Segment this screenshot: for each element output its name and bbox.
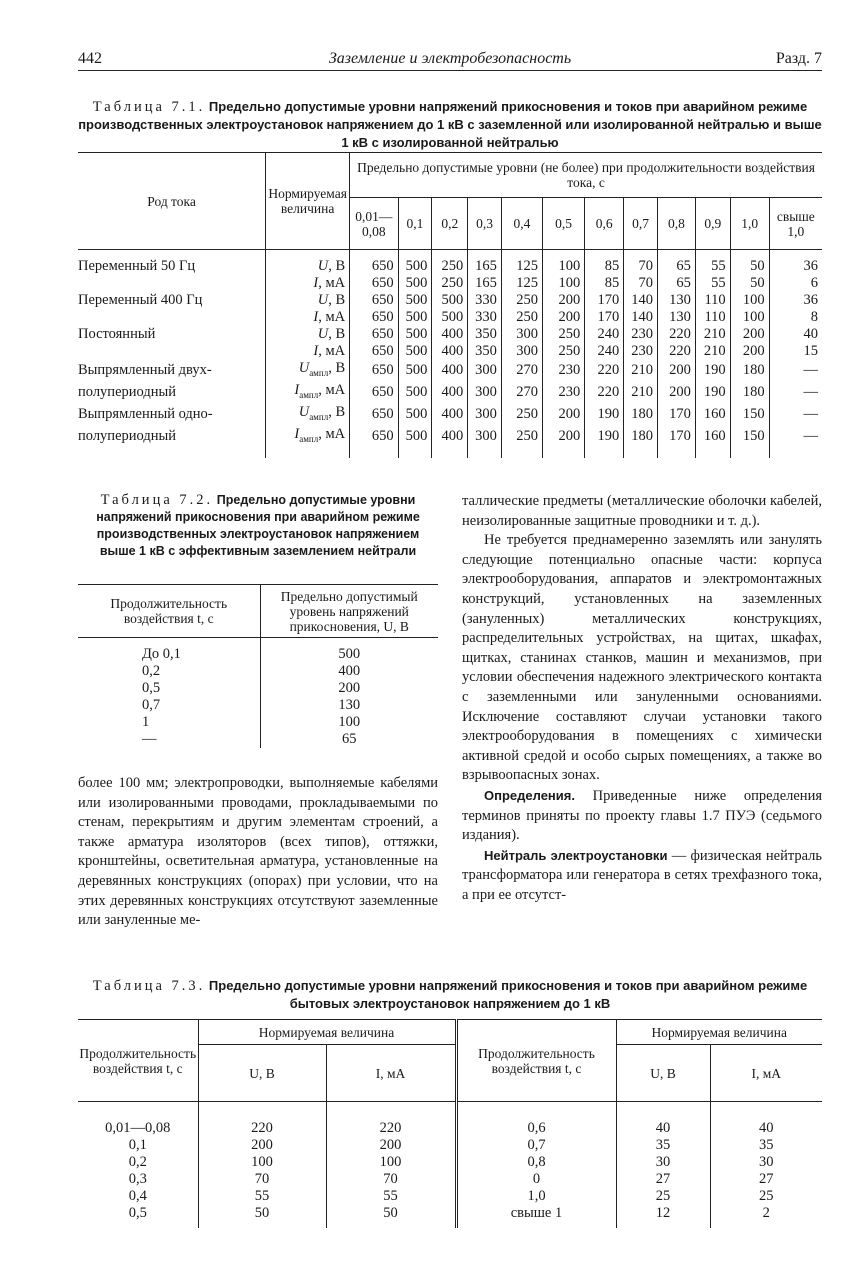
section-label: Разд. 7 <box>775 50 822 67</box>
table-7-1-title: Предельно допустимые уровни напряжений прикосновения и токов при аварийном режиме производственных электроустановок напряжением до 1 кВ с заземленной или изолированной нейтралью и выше 1 кВ с изолированной нейтралью <box>78 99 822 150</box>
table-row <box>78 663 438 680</box>
cell-current: 27 <box>710 1171 822 1188</box>
cell-current: 25 <box>710 1188 822 1205</box>
cell-value: 300 <box>468 404 502 426</box>
table-7-3-label: Таблица 7.3. <box>92 978 206 994</box>
cell-value: 300 <box>468 382 502 404</box>
cell-value: 210 <box>695 343 730 360</box>
cell-value: 270 <box>501 382 542 404</box>
cell-kind: Переменный 400 Гц <box>78 292 203 308</box>
cell-kind: Постоянный <box>78 326 156 342</box>
cell-value: 650 <box>350 326 399 343</box>
cell-value: 165 <box>468 275 502 292</box>
table-7-3-title: Предельно допустимые уровни напряжений прикосновения и токов при аварийном режиме бытовых электроустановок напряжением до 1 кВ <box>208 978 808 1011</box>
cell-duration: — <box>142 731 157 747</box>
cell-value: 500 <box>398 360 432 382</box>
duration-header: 0,8 <box>657 198 695 250</box>
cell-value: 330 <box>468 309 502 326</box>
cell-value: 650 <box>350 250 399 276</box>
cell-kind: Выпрямленный двух- <box>78 362 212 379</box>
cell-voltage: 200 <box>198 1137 326 1154</box>
table-7-2-label: Таблица 7.2. <box>100 492 214 508</box>
table-7-3-col-i: I, мА <box>326 1045 456 1102</box>
table-7-1-col-group: Предельно допустимые уровни (не более) при продолжительности воздействия тока, с <box>350 153 822 198</box>
cell-value: 270 <box>501 360 542 382</box>
cell-value: 36 <box>769 250 822 276</box>
cell-value: 350 <box>468 326 502 343</box>
cell-kind <box>78 275 266 292</box>
cell-quantity: $I_{ампл}$, мА <box>266 426 350 458</box>
cell-value: 200 <box>730 343 769 360</box>
table-7-2-title: Предельно допустимые уровни напряжений прикосновения при аварийном режиме производственных электроустановок напряжением выше 1 кВ с эффективным заземлением нейтрали <box>96 493 420 558</box>
table-7-2-body <box>78 638 438 749</box>
cell-value: 180 <box>730 360 769 382</box>
cell-duration: 0,2 <box>128 1154 147 1170</box>
duration-header: 0,7 <box>624 198 658 250</box>
duration-header: 0,3 <box>468 198 502 250</box>
cell-value: 200 <box>657 382 695 404</box>
cell-value: 250 <box>501 309 542 326</box>
cell-value: 190 <box>585 426 624 458</box>
cell-value: 140 <box>624 292 658 309</box>
duration-header: 0,01—0,08 <box>350 198 399 250</box>
cell-value: 500 <box>398 382 432 404</box>
cell-value: 500 <box>398 426 432 458</box>
cell-voltage: 30 <box>616 1154 710 1171</box>
cell-value: — <box>769 360 822 382</box>
cell-voltage: 50 <box>198 1205 326 1228</box>
cell-duration: 1,0 <box>456 1188 616 1205</box>
cell-quantity: U, В <box>266 292 350 309</box>
table-row <box>78 326 822 343</box>
cell-kind: полупериодный <box>78 428 176 445</box>
cell-value: 250 <box>501 426 542 458</box>
cell-current: 100 <box>326 1154 456 1171</box>
paragraph-text: Приведенные ниже определения терминов приняты по проекту главы 1.7 ПУЭ (седьмого издания). <box>462 787 822 844</box>
table-row <box>78 697 438 714</box>
term-neutral: Нейтраль электроустановки <box>484 847 668 863</box>
cell-value: 200 <box>543 292 585 309</box>
cell-duration: 0,8 <box>456 1154 616 1171</box>
table-row <box>78 1154 822 1171</box>
paragraph: Не требуется преднамеренно заземлять или занулять следующие потенциально опасные части: корпуса электрооборудования, аппаратов и электромонтажных конструкций, установленных на заземленных (зануленных) металлических конструкциях, распределительных устройствах, на щитах, шкафах, щитках, станинах станков, машин и механизмов, при условии обеспечения надежного электрического контакта с заземленными или зануленными основаниями. Исключение составляют случаи установки такого электрооборудования в помещениях с химически активной средой и особо сырых помещениях, а также во взрывоопасных зонах. <box>462 532 822 784</box>
table-row <box>78 731 438 748</box>
table-row <box>78 360 822 382</box>
table-row <box>78 382 822 404</box>
cell-value: 150 <box>730 404 769 426</box>
cell-current: 220 <box>326 1102 456 1138</box>
table-7-3-col-group-2: Нормируемая величина <box>616 1020 822 1045</box>
cell-quantity: $U_{ампл}$, В <box>266 404 350 426</box>
cell-voltage: 65 <box>260 731 438 748</box>
cell-voltage: 25 <box>616 1188 710 1205</box>
cell-value: 100 <box>543 250 585 276</box>
duration-header: 1,0 <box>730 198 769 250</box>
left-column-text <box>78 774 438 931</box>
table-row <box>78 309 822 326</box>
table-row <box>78 714 438 731</box>
cell-current: 40 <box>710 1102 822 1138</box>
cell-value: 500 <box>398 326 432 343</box>
table-7-3-col-u-2: U, В <box>616 1045 710 1102</box>
cell-value: 125 <box>501 250 542 276</box>
paragraph: таллические предметы (металлические оболочки кабелей, неизолированные защитные проводники и т. д.). <box>462 493 822 529</box>
cell-quantity: U, В <box>266 326 350 343</box>
table-7-3 <box>78 1019 822 1228</box>
cell-voltage: 12 <box>616 1205 710 1228</box>
cell-value: 170 <box>657 426 695 458</box>
table-7-3-col-duration-2: Продолжительность воздействия t, с <box>456 1020 616 1102</box>
table-7-3-col-i-2: I, мА <box>710 1045 822 1102</box>
page-header <box>78 44 822 71</box>
table-7-1-body <box>78 250 822 458</box>
cell-kind: Выпрямленный одно- <box>78 406 213 423</box>
cell-value: 130 <box>657 292 695 309</box>
cell-value: 500 <box>398 250 432 276</box>
cell-quantity: I, мА <box>266 309 350 326</box>
cell-duration: 0,3 <box>128 1171 147 1187</box>
cell-voltage: 130 <box>260 697 438 714</box>
cell-value: 100 <box>730 292 769 309</box>
cell-value: 70 <box>624 275 658 292</box>
cell-value: 650 <box>350 426 399 458</box>
cell-kind <box>78 343 266 360</box>
cell-value: 200 <box>730 326 769 343</box>
cell-value: 300 <box>468 360 502 382</box>
cell-value: 210 <box>624 382 658 404</box>
cell-value: 210 <box>695 326 730 343</box>
cell-value: 85 <box>585 250 624 276</box>
cell-current: 55 <box>326 1188 456 1205</box>
duration-header: 0,9 <box>695 198 730 250</box>
table-7-3-caption <box>78 977 822 1013</box>
cell-value: 400 <box>432 360 468 382</box>
cell-value: 140 <box>624 309 658 326</box>
cell-value: 190 <box>695 382 730 404</box>
cell-duration: 0,4 <box>128 1188 147 1204</box>
cell-voltage: 40 <box>616 1102 710 1138</box>
table-row <box>78 1205 822 1228</box>
table-7-2-col-level: Предельно допустимый уровень напряжений прикосновения, U, В <box>260 585 438 638</box>
cell-value: 650 <box>350 292 399 309</box>
cell-value: 230 <box>624 326 658 343</box>
duration-header: 0,5 <box>543 198 585 250</box>
cell-quantity: $U_{ампл}$, В <box>266 360 350 382</box>
cell-voltage: 400 <box>260 663 438 680</box>
table-7-3-col-u: U, В <box>198 1045 326 1102</box>
cell-value: 200 <box>543 404 585 426</box>
duration-header: 0,2 <box>432 198 468 250</box>
cell-value: 500 <box>398 275 432 292</box>
table-row <box>78 1137 822 1154</box>
cell-value: 230 <box>624 343 658 360</box>
cell-value: 250 <box>543 343 585 360</box>
cell-duration: 0,5 <box>142 680 161 696</box>
cell-kind: Переменный 50 Гц <box>78 258 196 274</box>
cell-value: 65 <box>657 250 695 276</box>
cell-quantity: I, мА <box>266 275 350 292</box>
cell-value: 180 <box>730 382 769 404</box>
book-page <box>78 44 823 1221</box>
cell-kind: полупериодный <box>78 384 176 401</box>
table-row <box>78 1102 822 1138</box>
cell-voltage: 220 <box>198 1102 326 1138</box>
table-7-1 <box>78 152 822 458</box>
cell-voltage: 27 <box>616 1171 710 1188</box>
cell-value: 15 <box>769 343 822 360</box>
cell-duration: свыше 1 <box>456 1205 616 1228</box>
table-row <box>78 426 822 458</box>
cell-value: 350 <box>468 343 502 360</box>
table-7-3-col-group: Нормируемая величина <box>198 1020 456 1045</box>
cell-quantity: I, мА <box>266 343 350 360</box>
table-7-2 <box>78 584 438 748</box>
cell-value: 500 <box>398 309 432 326</box>
cell-value: — <box>769 426 822 458</box>
cell-quantity: $I_{ампл}$, мА <box>266 382 350 404</box>
definitions-heading: Определения. <box>484 787 575 803</box>
cell-value: 180 <box>624 426 658 458</box>
table-row <box>78 343 822 360</box>
cell-voltage: 55 <box>198 1188 326 1205</box>
table-row <box>78 1171 822 1188</box>
cell-value: 250 <box>432 275 468 292</box>
cell-duration: 0,1 <box>128 1137 147 1153</box>
cell-value: 400 <box>432 343 468 360</box>
paragraph <box>462 846 822 906</box>
table-row <box>78 250 822 276</box>
cell-value: 400 <box>432 326 468 343</box>
cell-duration: 0 <box>456 1171 616 1188</box>
cell-value: 500 <box>398 404 432 426</box>
paragraph <box>462 786 822 846</box>
cell-value: 220 <box>585 360 624 382</box>
cell-value: — <box>769 404 822 426</box>
paragraph-text: — физическая нейтраль трансформатора или генератора в сетях трехфазного тока, а при ее отсутст- <box>462 847 823 903</box>
cell-current: 200 <box>326 1137 456 1154</box>
cell-voltage: 200 <box>260 680 438 697</box>
table-7-1-label: Таблица 7.1. <box>92 99 206 115</box>
page-number: 442 <box>78 50 102 67</box>
cell-voltage: 100 <box>260 714 438 731</box>
table-row <box>78 275 822 292</box>
table-7-1-col-kind: Род тока <box>78 153 266 250</box>
cell-value: 55 <box>695 250 730 276</box>
cell-value: 6 <box>769 275 822 292</box>
duration-header: 0,1 <box>398 198 432 250</box>
cell-value: 220 <box>585 382 624 404</box>
cell-value: 110 <box>695 309 730 326</box>
cell-value: 240 <box>585 326 624 343</box>
duration-header: свыше 1,0 <box>769 198 822 250</box>
cell-value: 36 <box>769 292 822 309</box>
cell-value: 400 <box>432 382 468 404</box>
cell-value: 500 <box>432 309 468 326</box>
cell-value: 110 <box>695 292 730 309</box>
cell-value: 650 <box>350 343 399 360</box>
paragraph: более 100 мм; электропроводки, выполняемые кабелями или изолированными проводами, прокладываемыми по стенам, перекрытиям и другим элементам строений, а также арматура изоляторов (всех типов), оттяжки, кронштейны, осветительная арматура, установленные на деревянных конструкциях (опорах) при условии, что на этих деревянных конструкциях отсутствуют заземленные или зануленные ме- <box>78 775 438 929</box>
table-7-1-caption <box>78 98 822 152</box>
cell-value: — <box>769 382 822 404</box>
table-row <box>78 1188 822 1205</box>
cell-value: 500 <box>398 343 432 360</box>
running-title: Заземление и электробезопасность <box>328 50 572 67</box>
table-7-3-body <box>78 1102 822 1229</box>
cell-value: 165 <box>468 250 502 276</box>
right-column-text <box>462 492 822 905</box>
cell-current: 30 <box>710 1154 822 1171</box>
cell-value: 500 <box>398 292 432 309</box>
cell-value: 190 <box>585 404 624 426</box>
cell-value: 50 <box>730 250 769 276</box>
cell-value: 170 <box>585 292 624 309</box>
cell-value: 150 <box>730 426 769 458</box>
table-7-2-caption <box>78 492 438 560</box>
cell-value: 500 <box>432 292 468 309</box>
cell-value: 650 <box>350 275 399 292</box>
cell-value: 50 <box>730 275 769 292</box>
cell-duration: 0,01—0,08 <box>105 1120 171 1136</box>
duration-header: 0,6 <box>585 198 624 250</box>
cell-value: 250 <box>543 326 585 343</box>
cell-value: 200 <box>543 309 585 326</box>
cell-current: 2 <box>710 1205 822 1228</box>
table-row <box>78 680 438 697</box>
cell-value: 100 <box>543 275 585 292</box>
cell-current: 35 <box>710 1137 822 1154</box>
cell-duration: 0,2 <box>142 663 161 679</box>
cell-value: 85 <box>585 275 624 292</box>
cell-value: 160 <box>695 426 730 458</box>
cell-value: 330 <box>468 292 502 309</box>
cell-value: 100 <box>730 309 769 326</box>
cell-value: 650 <box>350 360 399 382</box>
cell-value: 125 <box>501 275 542 292</box>
cell-value: 130 <box>657 309 695 326</box>
cell-value: 220 <box>657 343 695 360</box>
cell-value: 300 <box>501 343 542 360</box>
cell-duration: 0,5 <box>128 1205 147 1221</box>
cell-value: 650 <box>350 404 399 426</box>
table-row <box>78 638 438 664</box>
cell-duration: 1 <box>142 714 150 730</box>
cell-voltage: 35 <box>616 1137 710 1154</box>
cell-value: 170 <box>585 309 624 326</box>
cell-value: 300 <box>501 326 542 343</box>
cell-duration: 0,7 <box>142 697 161 713</box>
cell-value: 400 <box>432 404 468 426</box>
cell-value: 240 <box>585 343 624 360</box>
cell-value: 200 <box>657 360 695 382</box>
cell-value: 210 <box>624 360 658 382</box>
table-row <box>78 404 822 426</box>
cell-value: 8 <box>769 309 822 326</box>
cell-value: 40 <box>769 326 822 343</box>
cell-duration: 0,6 <box>456 1102 616 1138</box>
cell-value: 70 <box>624 250 658 276</box>
cell-value: 250 <box>501 292 542 309</box>
cell-value: 220 <box>657 326 695 343</box>
cell-value: 230 <box>543 382 585 404</box>
cell-current: 50 <box>326 1205 456 1228</box>
cell-voltage: 70 <box>198 1171 326 1188</box>
cell-kind <box>78 309 266 326</box>
cell-value: 250 <box>432 250 468 276</box>
table-7-2-col-duration: Продолжительность воздействия t, с <box>78 585 260 638</box>
cell-current: 70 <box>326 1171 456 1188</box>
cell-value: 230 <box>543 360 585 382</box>
cell-value: 650 <box>350 382 399 404</box>
cell-duration: До 0,1 <box>142 646 181 662</box>
table-row <box>78 292 822 309</box>
cell-value: 200 <box>543 426 585 458</box>
cell-value: 400 <box>432 426 468 458</box>
cell-voltage: 100 <box>198 1154 326 1171</box>
table-7-1-col-norm: Нормируемая величина <box>266 153 350 250</box>
duration-header: 0,4 <box>501 198 542 250</box>
cell-value: 55 <box>695 275 730 292</box>
cell-quantity: U, В <box>266 250 350 276</box>
cell-voltage: 500 <box>260 638 438 664</box>
cell-value: 190 <box>695 360 730 382</box>
cell-value: 170 <box>657 404 695 426</box>
cell-value: 650 <box>350 309 399 326</box>
cell-value: 160 <box>695 404 730 426</box>
cell-duration: 0,7 <box>456 1137 616 1154</box>
cell-value: 300 <box>468 426 502 458</box>
cell-value: 65 <box>657 275 695 292</box>
cell-value: 180 <box>624 404 658 426</box>
cell-value: 250 <box>501 404 542 426</box>
table-7-3-col-duration: Продолжительность воздействия t, с <box>78 1020 198 1102</box>
